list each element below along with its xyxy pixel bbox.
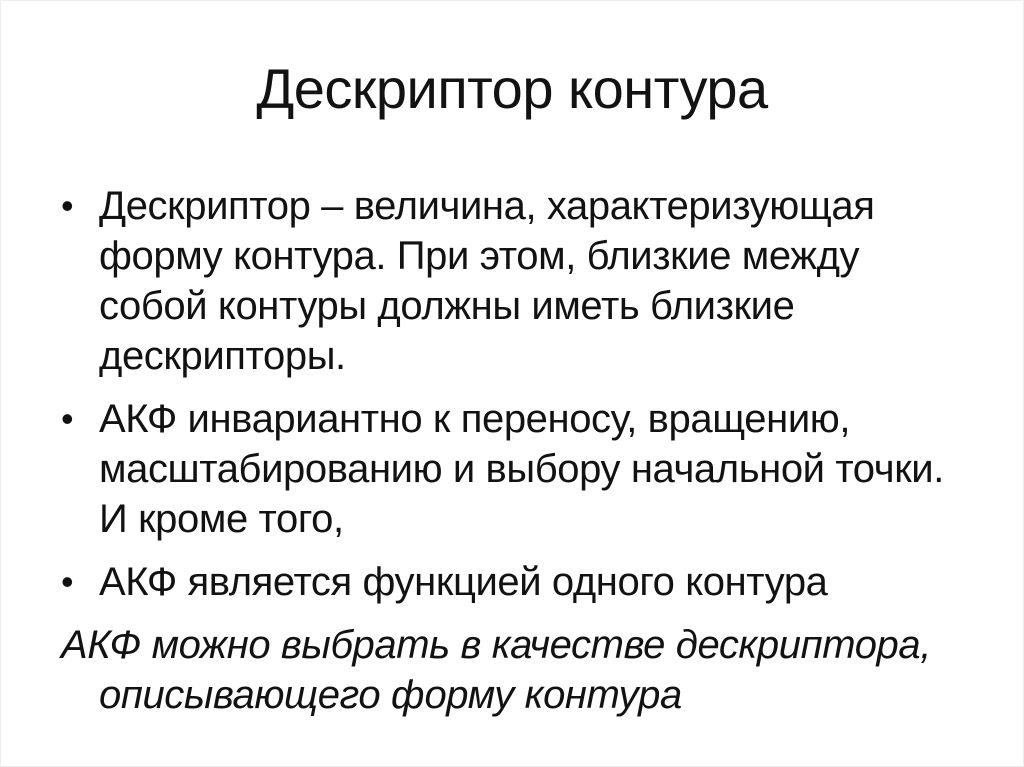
note-line: АКФ можно выбрать в качестве дескриптора, (61, 623, 931, 667)
slide-title: Дескриптор контура (256, 57, 768, 120)
text-line: АКФ является функцией одного контура (99, 560, 828, 604)
bullet-item-1 (61, 181, 1017, 381)
bullet-dot-icon: • (61, 561, 74, 602)
bullet-text-1 (99, 181, 1017, 381)
text-line: Дескриптор – величина, характеризующая (99, 184, 875, 228)
text-line: И кроме того, (99, 497, 344, 541)
text-line: собой контуры должны иметь близкие (99, 284, 795, 328)
text-line: масштабированию и выбору начальной точки. (99, 447, 944, 491)
bullet-item-2 (61, 394, 1017, 544)
text-line: форму контура. При этом, близкие между (99, 234, 860, 278)
bullet-dot-icon: • (61, 185, 74, 226)
slide-body (1, 181, 1023, 720)
bullet-text-2 (99, 394, 1017, 544)
bullet-text-3 (99, 557, 1017, 607)
note-paragraph (61, 620, 1017, 720)
bullet-item-3 (61, 557, 1017, 607)
note-line: описывающего форму контура (99, 673, 682, 717)
text-line: АКФ инвариантно к переносу, вращению, (99, 397, 851, 441)
text-line: дескрипторы. (99, 334, 346, 378)
bullet-dot-icon: • (61, 398, 74, 439)
